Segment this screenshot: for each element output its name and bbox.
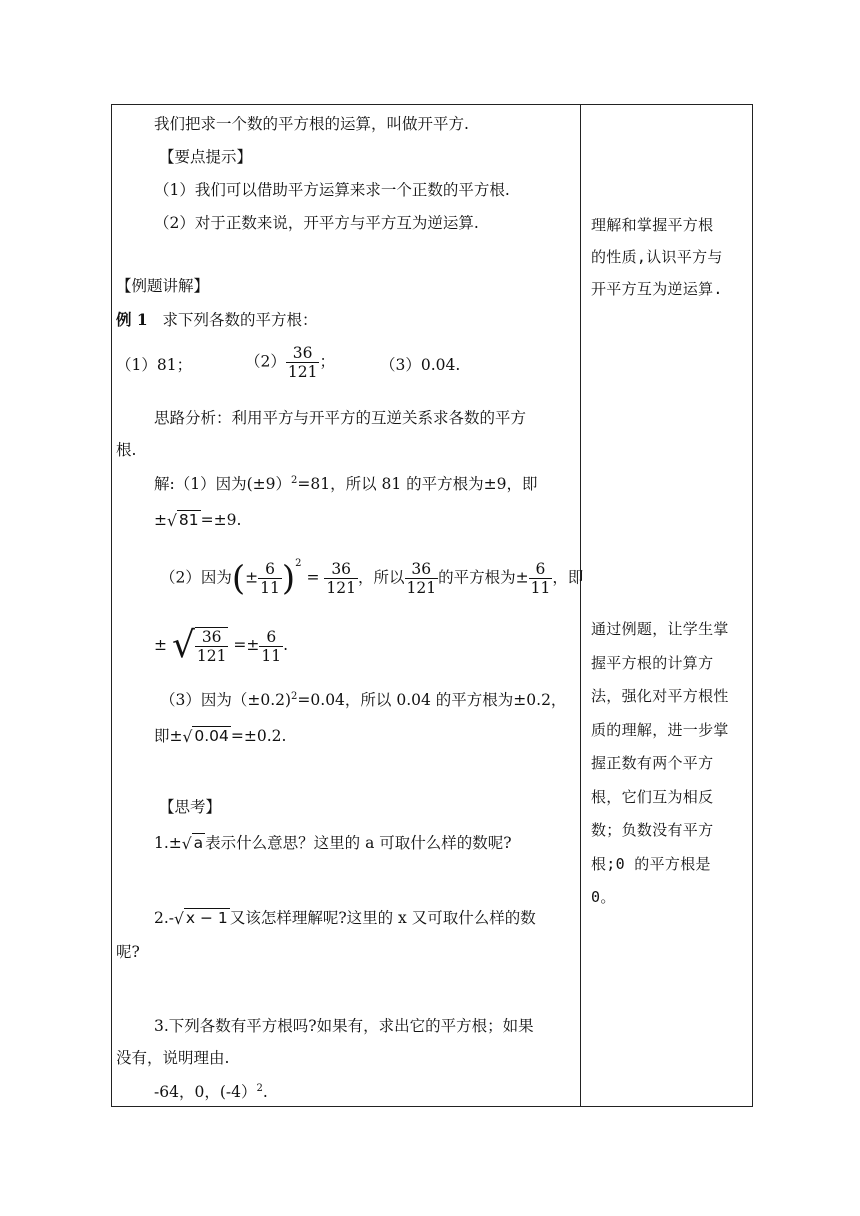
think-question-2: 2.-√ x − 1 又该怎样理解呢?这里的 x 又可取什么样的数: [154, 909, 536, 928]
think-question-3-cont: 没有，说明理由.: [116, 1049, 230, 1067]
fraction: $\frac{36}{121}$: [287, 344, 318, 381]
think-question-3-values: -64，0，(-4）$^2$.: [154, 1082, 268, 1101]
side-note-1: 理解和掌握平方根 的性质,认识平方与 开平方互为逆运算.: [591, 216, 723, 298]
sqrt-icon: √: [167, 512, 177, 530]
sqrt-icon: √: [181, 835, 192, 853]
question-1: （1）81；: [116, 356, 193, 374]
sqrt-icon: √: [174, 910, 184, 928]
analysis-line-1: 思路分析：利用平方与开平方的互逆关系求各数的平方: [154, 409, 527, 427]
definition-line: 我们把求一个数的平方根的运算，叫做开平方.: [154, 115, 469, 133]
solution-3-line-2: 即±√ 0.04 =±0.2.: [154, 727, 287, 746]
sqrt-icon: √: [182, 728, 193, 746]
sqrt-icon: √: [171, 625, 195, 666]
solution-1-line-1: 解:（1）因为(±9）$^2$=81，所以 81 的平方根为±9，即: [154, 474, 538, 493]
key-point-2: （2）对于正数来说，开平方与平方互为逆运算.: [154, 214, 479, 232]
think-heading: 【思考】: [159, 798, 222, 816]
think-question-2-cont: 呢?: [116, 943, 140, 961]
solution-2-line-1: （2）因为(± $\frac{6}{11}$ )$^2$ = $\frac{36}{121}$ ，所以 $\frac{36}{121}$ 的平方根为± $\frac{6}{11}$ ，即: [160, 558, 584, 599]
think-question-1: 1.±√ a 表示什么意思？这里的 a 可取什么样的数呢?: [154, 834, 512, 853]
solution-2-line-2: ± √ $\frac{36}{121}$ =± $\frac{6}{11}$ .: [154, 625, 289, 666]
column-divider: [580, 104, 581, 1107]
think-question-3: 3.下列各数有平方根吗?如果有，求出它的平方根；如果: [154, 1017, 534, 1035]
example-label: 例 1: [116, 310, 148, 329]
question-2: （2） $\frac{36}{121}$ ；: [245, 344, 335, 381]
analysis-line-2: 根.: [116, 441, 137, 459]
solution-1-line-2: ±√ 81 =±9.: [154, 511, 242, 530]
key-points-heading: 【要点提示】: [159, 148, 253, 166]
example-text: 求下列各数的平方根：: [162, 311, 318, 329]
solution-3-line-1: （3）因为（±0.2)$^2$=0.04，所以 0.04 的平方根为±0.2，: [160, 690, 567, 709]
side-note-2: 通过例题，让学生掌 握平方根的计算方 法，强化对平方根性 质的理解，进一步掌 握正数有两个平方 根，它们互为相反 数；负数没有平方 根;0 的平方根是 0。: [591, 620, 729, 906]
question-3: （3）0.04.: [380, 356, 461, 374]
key-point-1: （1）我们可以借助平方运算来求一个正数的平方根.: [154, 181, 510, 199]
example-heading: 【例题讲解】: [116, 277, 210, 295]
example-1-line: [116, 310, 317, 330]
